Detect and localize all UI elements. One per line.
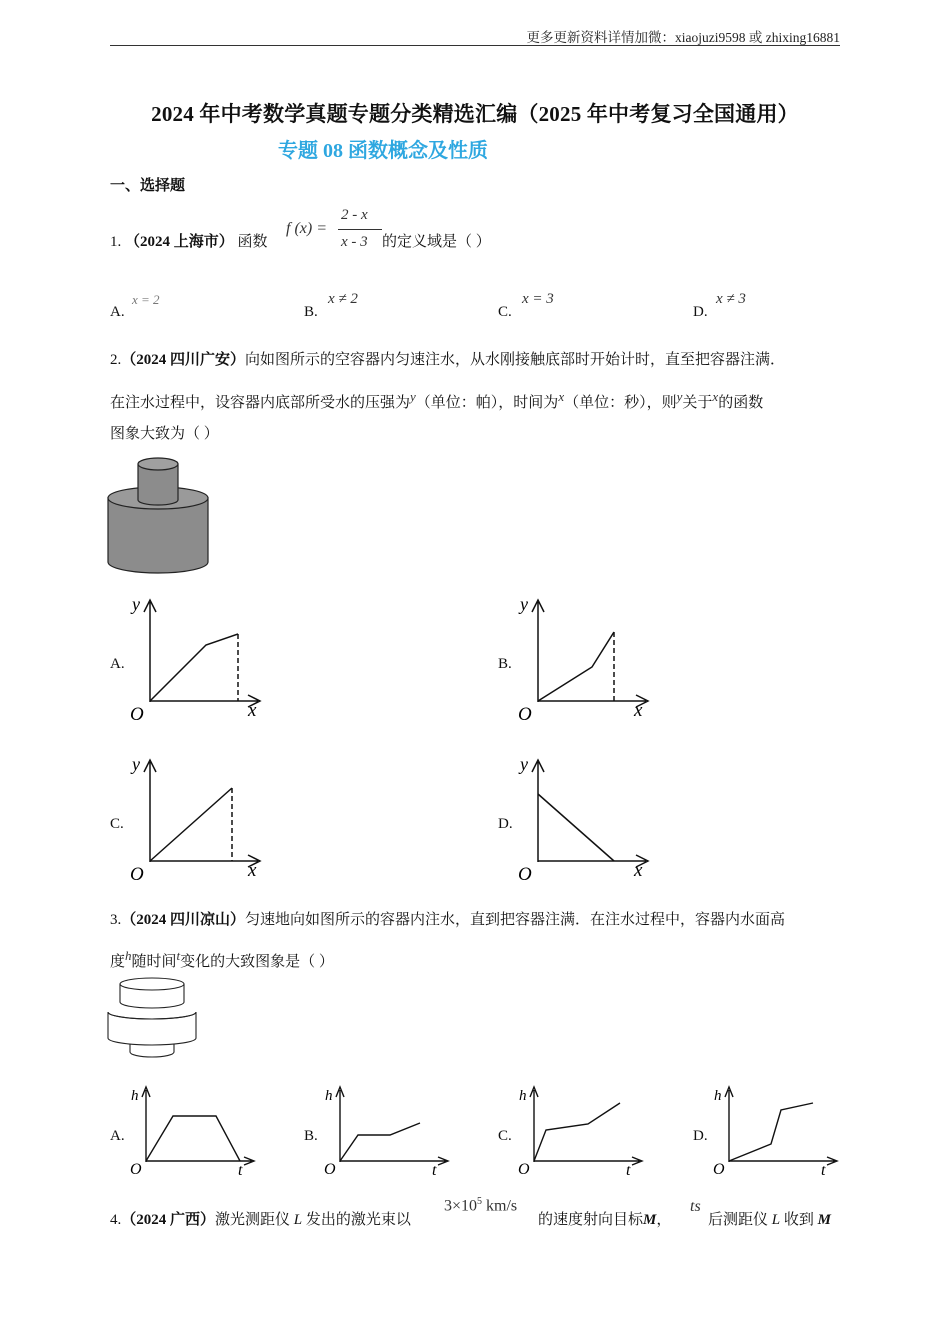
q3-option-a-label[interactable]: A. [110, 1128, 125, 1144]
q3-var-h: h [125, 948, 132, 963]
q4-var-m: M [643, 1212, 657, 1228]
q1-option-c-expr: x = 3 [522, 291, 554, 307]
q3-var-t: t [176, 948, 181, 963]
q2-var-x-2: x [712, 389, 719, 404]
q2-line2-a: 在注水过程中，设容器内底部所受水的压强为 [110, 395, 411, 411]
q3-option-b-label[interactable]: B. [304, 1128, 318, 1144]
q2-line2-e: 的函数 [718, 395, 764, 411]
q1-text-after: 的定义域是（ ） [382, 234, 491, 250]
q2-graph-d-y-label: y [520, 754, 528, 774]
section-heading: 一、选择题 [110, 178, 186, 194]
q3-graph-c-h-label: h [519, 1088, 527, 1104]
q2-graph-b-y-label: y [520, 594, 528, 614]
q3-graph-d-t-label: t [821, 1162, 826, 1179]
q3-graph-b-curve [340, 1123, 420, 1161]
q3-graph-c-t-label: t [626, 1162, 631, 1179]
q2-graph-b [514, 592, 654, 722]
q2-graph-c-x-label: x [248, 860, 257, 881]
q1-option-b-expr: x ≠ 2 [328, 291, 358, 307]
q2-graph-b-curve [538, 632, 614, 701]
q2-line3: 图象大致为（ ） [110, 426, 219, 442]
q4-number: 4. [110, 1212, 122, 1228]
q4-text4: ， [656, 1212, 672, 1228]
q3-container-figure [104, 972, 204, 1062]
q1-source: （2024 上海市） [125, 234, 234, 250]
q3-graph-c-curve [534, 1103, 620, 1161]
q2-graph-c [126, 752, 266, 882]
q3-option-d-label[interactable]: D. [693, 1128, 708, 1144]
q2-graph-b-origin: O [518, 704, 532, 722]
q3-graph-b-t-label: t [432, 1162, 437, 1179]
q2-line2-c: （单位：秒），则 [564, 395, 677, 411]
q1-option-a-label[interactable]: A. [110, 304, 125, 320]
q1-numerator: 2 - x [341, 207, 368, 223]
q1-number: 1. [110, 234, 122, 250]
q2-var-x: x [558, 389, 565, 404]
q3-line2-b: 随时间 [131, 954, 177, 970]
q1-option-c-label[interactable]: C. [498, 304, 512, 320]
q1-option-a-expr: x = 2 [132, 292, 160, 307]
q3-graph-d-origin: O [713, 1161, 725, 1178]
q1-denominator: x - 3 [341, 234, 368, 250]
q3-line2 [110, 946, 334, 972]
q3-graph-c-origin: O [518, 1161, 530, 1178]
q4-speed [444, 1196, 517, 1215]
q4-source: （2024 广西） [121, 1212, 216, 1228]
q2-graph-d-curve [538, 794, 614, 861]
q2-line2-d: 关于 [682, 395, 713, 411]
q2-line2 [110, 387, 763, 413]
q3-graph-a-t-label: t [238, 1162, 243, 1179]
q2-graph-c-curve [150, 788, 232, 861]
q2-graph-a-curve [150, 634, 238, 701]
q3-graph-b [322, 1082, 452, 1182]
document-subtitle: 专题 08 函数概念及性质 [278, 140, 488, 162]
q2-option-b-label[interactable]: B. [498, 656, 512, 672]
q2-var-y: y [410, 389, 416, 404]
q2-graph-a-origin: O [130, 704, 144, 722]
q4-text5: 后测距仪 [708, 1212, 769, 1228]
q4-stem [110, 1210, 411, 1230]
q3-line1-text: 匀速地向如图所示的容器内注水，直到把容器注满．在注水过程中，容器内水面高 [245, 912, 786, 928]
q4-text2: 发出的激光束以 [305, 1212, 411, 1228]
q2-source: （2024 四川广安） [121, 352, 246, 368]
page-header: 更多更新资料详情加微：xiaojuzi9598 或 zhixing16881 [526, 30, 840, 45]
q3-graph-c [516, 1082, 646, 1182]
q3-graph-b-origin: O [324, 1161, 336, 1178]
q2-graph-a-y-label: y [132, 594, 140, 614]
q4-speed-value: 3×10 [444, 1197, 478, 1215]
q2-option-a-label[interactable]: A. [110, 656, 125, 672]
q3-line2-a: 度 [110, 954, 126, 970]
q4-text1: 激光测距仪 [215, 1212, 291, 1228]
q2-graph-a-x-label: x [248, 700, 257, 721]
q4-var-l-2: L [771, 1212, 781, 1228]
q2-graph-d-origin: O [518, 864, 532, 882]
q4-text3: 的速度射向目标 [538, 1212, 644, 1228]
q1-option-b-label[interactable]: B. [304, 304, 318, 320]
q1-text-before: 函数 [237, 234, 268, 250]
q2-number: 2. [110, 352, 122, 368]
document-title: 2024 年中考数学真题专题分类精选汇编（2025 年中考复习全国通用） [151, 102, 799, 126]
q2-line1 [110, 350, 785, 370]
q4-text6: 收到 [783, 1212, 814, 1228]
q2-graph-b-x-label: x [634, 700, 643, 721]
q1-formula-lhs: f (x) = [286, 220, 327, 237]
q3-line1 [110, 910, 785, 930]
q3-option-c-label[interactable]: C. [498, 1128, 512, 1144]
header-divider [110, 45, 840, 46]
q2-container-neck-top [138, 458, 178, 470]
q2-line2-b: （单位：帕），时间为 [415, 395, 559, 411]
q2-graph-d [514, 752, 654, 882]
q1-option-d-expr: x ≠ 3 [716, 291, 746, 307]
q2-option-d-label[interactable]: D. [498, 816, 513, 832]
q3-graph-d-curve [729, 1103, 813, 1161]
q3-graph-b-h-label: h [325, 1088, 333, 1104]
q3-graph-a [128, 1082, 258, 1182]
q1-option-d-label[interactable]: D. [693, 304, 708, 320]
q4-speed-exponent: 5 [477, 1196, 483, 1207]
q3-graph-d [711, 1082, 841, 1182]
q3-graph-a-h-label: h [131, 1088, 139, 1104]
q4-stem-end [708, 1210, 831, 1230]
q2-option-c-label[interactable]: C. [110, 816, 124, 832]
q2-container-figure [104, 452, 216, 577]
q3-graph-a-curve [146, 1116, 240, 1161]
q3-source: （2024 四川凉山） [121, 912, 246, 928]
q4-stem-tail [538, 1210, 671, 1230]
q2-graph-a [126, 592, 266, 722]
q2-graph-c-y-label: y [132, 754, 140, 774]
q3-graph-d-h-label: h [714, 1088, 722, 1104]
q1-stem [110, 232, 268, 252]
q2-line1-text: 向如图所示的空容器内匀速注水，从水刚接触底部时开始计时，直至把容器注满． [245, 352, 786, 368]
q4-speed-unit: km/s [486, 1197, 518, 1215]
q1-fraction-bar [338, 229, 382, 230]
q2-graph-d-x-label: x [634, 860, 643, 881]
q3-number: 3. [110, 912, 122, 928]
q4-time: ts [690, 1198, 701, 1215]
q2-graph-c-origin: O [130, 864, 144, 882]
q3-graph-a-origin: O [130, 1161, 142, 1178]
q2-var-y-2: y [676, 389, 683, 404]
q4-var-m-2: M [817, 1212, 831, 1228]
q4-var-l: L [293, 1212, 303, 1228]
q3-line2-c: 变化的大致图象是（ ） [180, 954, 334, 970]
